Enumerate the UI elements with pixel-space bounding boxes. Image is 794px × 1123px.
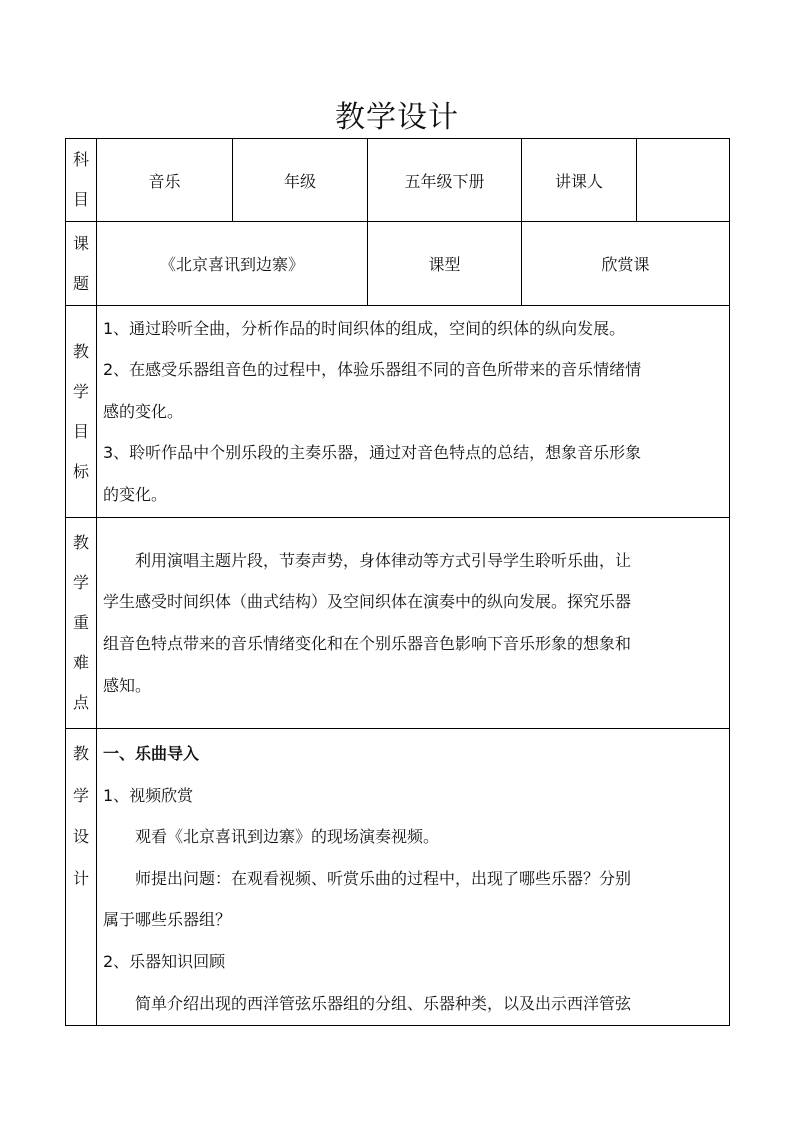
key-line-3: 组音色特点带来的音乐情绪变化和在个别乐器音色影响下音乐形象的想象和: [103, 634, 632, 653]
item1-title: 1、视频欣赏: [103, 785, 194, 805]
key-label-char-5: 点: [72, 693, 89, 712]
topic-value: 《北京喜讯到边寨》: [97, 222, 368, 306]
design-label-char-2: 学: [72, 785, 89, 805]
lesson-plan-table: [65, 138, 730, 1026]
design-label-char-4: 计: [72, 868, 89, 888]
subject-label-char-2: 目: [72, 190, 89, 209]
page-title: 教学设计: [335, 100, 459, 135]
item1-line-3: 属于哪些乐器组？: [103, 910, 232, 930]
design-label-char-1: 教: [72, 744, 89, 763]
item1-line-2: 师提出问题：在观看视频、听赏乐曲的过程中，出现了哪些乐器？分别: [135, 868, 632, 888]
goals-row: [66, 306, 730, 518]
design-label-cell: [66, 729, 97, 1026]
goals-label-char-1: 教: [72, 341, 89, 361]
key-line-1: 利用演唱主题片段，节奏声势，身体律动等方式引导学生聆听乐曲，让: [135, 550, 632, 570]
key-label-char-2: 学: [72, 573, 89, 592]
goal-line-2: 2、在感受乐器组音色的过程中，体验乐器组不同的音色所带来的音乐情绪情: [103, 360, 642, 380]
item2-title: 2、乐器知识回顾: [103, 951, 226, 971]
item1-line-1: 观看《北京喜讯到边寨》的现场演奏视频。: [135, 827, 440, 847]
goals-label-char-3: 目: [72, 421, 89, 441]
topic-row: [66, 222, 730, 306]
key-label-char-3: 重: [72, 613, 89, 632]
lecturer-label: 讲课人: [522, 139, 637, 222]
goals-content: [97, 306, 730, 518]
key-line-2: 学生感受时间织体（曲式结构）及空间织体在演奏中的纵向发展。探究乐器: [103, 592, 632, 612]
subject-value: 音乐: [97, 139, 233, 222]
grade-label: 年级: [233, 139, 368, 222]
key-line-4: 感知。: [103, 675, 152, 695]
key-points-content: [97, 518, 730, 729]
subject-label-cell: [66, 139, 97, 222]
goal-line-5: 的变化。: [103, 484, 168, 504]
section-heading: 一、乐曲导入: [103, 744, 200, 763]
topic-label-char-1: 课: [72, 233, 89, 253]
goals-label-char-2: 学: [72, 381, 89, 401]
design-row: [66, 729, 730, 1026]
key-label-char-4: 难: [72, 653, 89, 672]
goal-line-4: 3、聆听作品中个别乐段的主奏乐器，通过对音色特点的总结，想象音乐形象: [103, 443, 642, 463]
item2-line-1: 简单介绍出现的西洋管弦乐器组的分组、乐器种类，以及出示西洋管弦: [135, 993, 632, 1013]
design-label-char-3: 设: [72, 827, 89, 847]
key-points-row: [66, 518, 730, 729]
key-points-label-cell: [66, 518, 97, 729]
goal-line-3: 感的变化。: [103, 401, 184, 421]
design-content: [97, 729, 730, 1026]
goals-label-char-4: 标: [72, 461, 89, 481]
type-label: 课型: [368, 222, 522, 306]
header-row: [66, 139, 730, 222]
key-label-char-1: 教: [72, 533, 89, 552]
topic-label-cell: [66, 222, 97, 306]
goals-label-cell: [66, 306, 97, 518]
grade-value: 五年级下册: [368, 139, 522, 222]
subject-label-char-1: 科: [72, 150, 89, 169]
lecturer-value: [637, 139, 730, 222]
goal-line-1: 1、通过聆听全曲，分析作品的时间织体的组成，空间的织体的纵向发展。: [103, 318, 626, 338]
topic-label-char-2: 题: [72, 273, 89, 293]
type-value: 欣赏课: [522, 222, 730, 306]
